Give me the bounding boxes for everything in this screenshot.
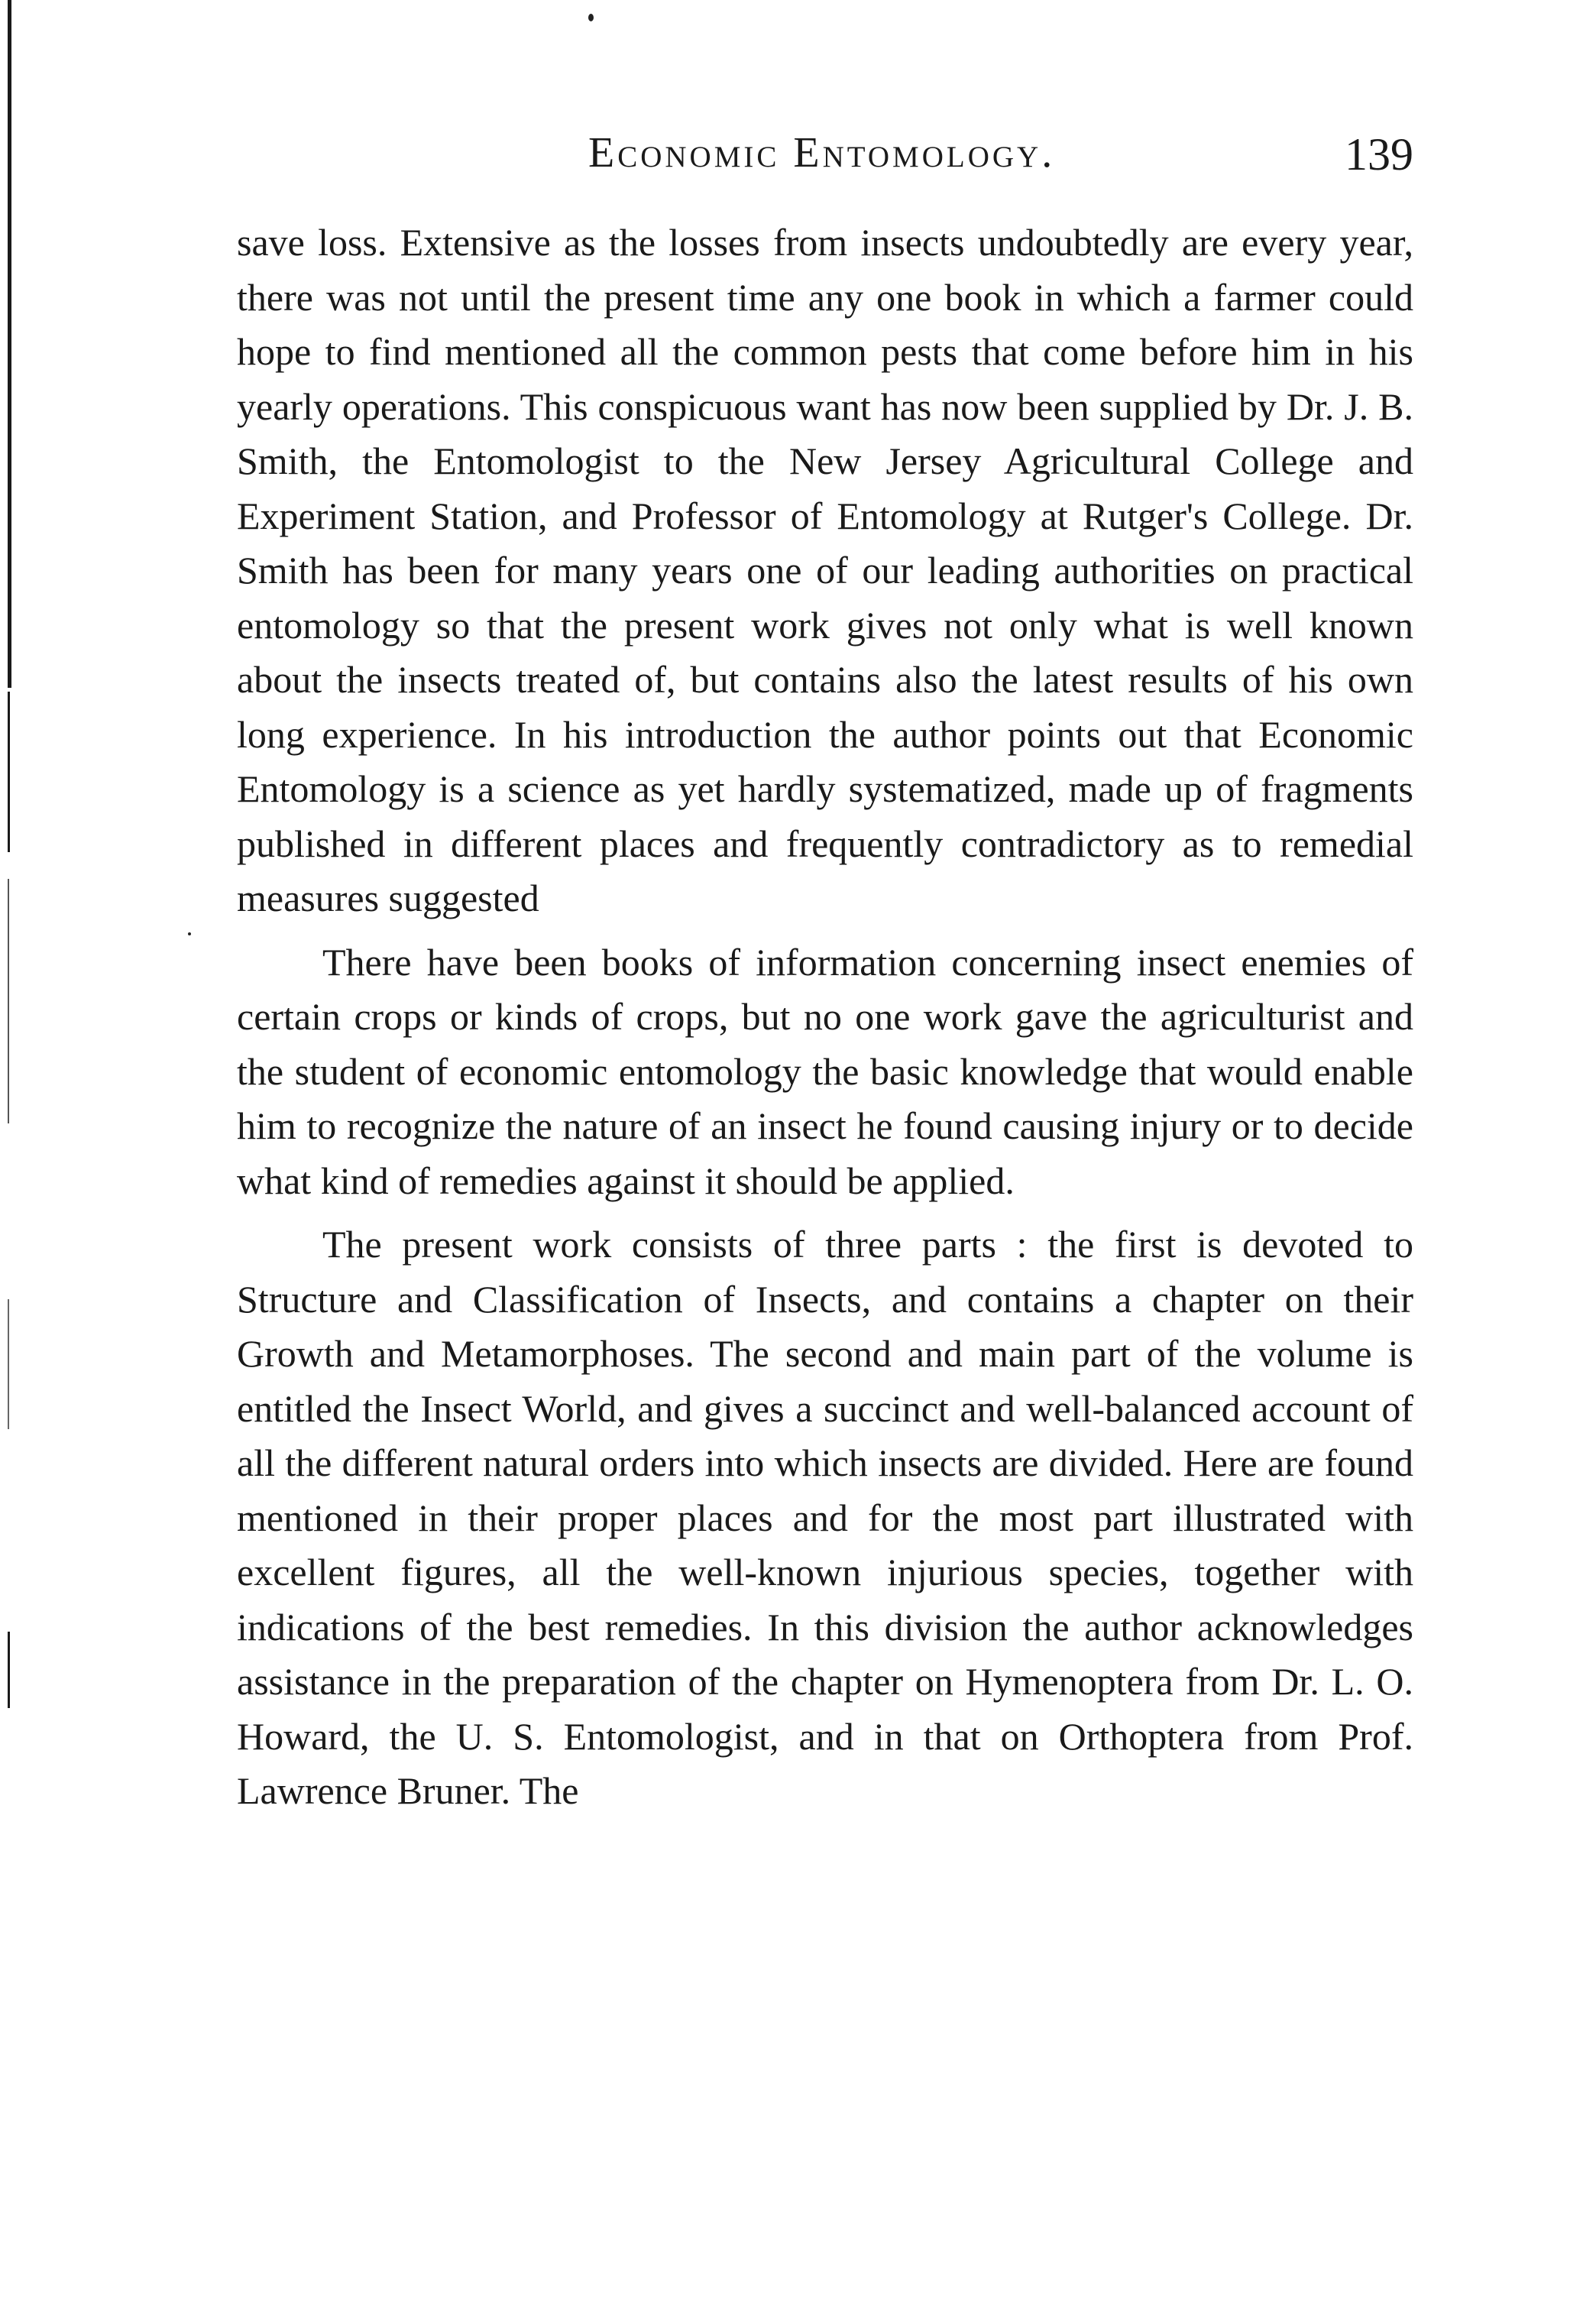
running-head — [237, 128, 1413, 197]
scan-edge-line — [8, 692, 10, 852]
body-paragraph: The present work consists of three parts : the first is devoted to Structure and Classification of Insects, and contains a chapter on their Growth and Metamorphoses. The second and main part of the volume is entitled the Insect World, and gives a succinct and well-balanced account of all the different natural orders into which insects are divided. Here are found mentioned in their proper places and for the most part illustrated with excellent figures, all the well-known injurious species, together with indications of the best remedies. In this division the author acknowledges assistance in the preparation of the chapter on Hymenoptera from Dr. L. O. Howard, the U. S. Entomologist, and in that on Orthoptera from Prof. Lawrence Bruner. The — [237, 1223, 1413, 1812]
page-number: 139 — [1345, 129, 1413, 180]
scan-edge-line — [8, 0, 11, 688]
scan-speck — [188, 932, 191, 935]
scan-edge-line — [8, 879, 9, 1123]
body-paragraph: save loss. Extensive as the losses from insects undoubtedly are every year, there was not until the present time any one book in which a farmer could hope to find mentioned all the common pests that come before him in his yearly operations. This conspicuous want has now been supplied by Dr. J. B. Smith, the Entomologist to the New Jersey Agricultural College and Experiment Station, and Professor of Entomology at Rutger's College. Dr. Smith has been for many years one of our leading authorities on practical entomology so that the present work gives not only what is well known about the insects treated of, but contains also the latest results of his own long experience. In his introduction the author points out that Economic Entomology is a science as yet hardly systematized, made up of fragments published in different places and frequently contradictory as to remedial measures suggested — [237, 221, 1413, 919]
body-paragraph: There have been books of information concerning insect enemies of certain crops or kinds of crops, but no one work gave the agriculturist and the student of economic entomology the basic knowledge that would enable him to recognize the nature of an insect he found causing injury or to decide what kind of remedies against it should be applied. — [237, 940, 1413, 1202]
scan-speck — [588, 14, 594, 21]
running-title: Economic Entomology. — [588, 129, 1056, 177]
page-body — [237, 216, 1413, 1828]
scan-edge-line — [8, 1299, 9, 1429]
scan-edge-line — [8, 1632, 10, 1708]
